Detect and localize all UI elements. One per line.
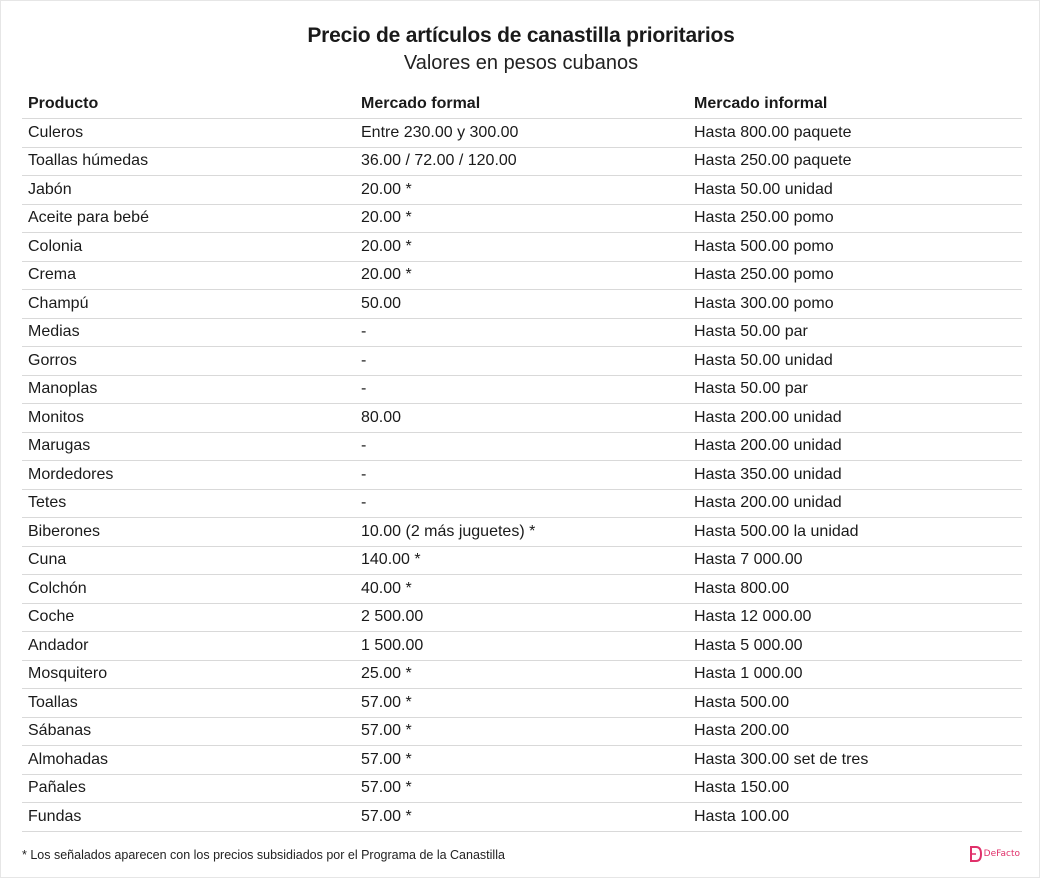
- cell-mercado-informal: Hasta 50.00 unidad: [688, 176, 1022, 205]
- cell-mercado-informal: Hasta 300.00 set de tres: [688, 746, 1022, 775]
- cell-mercado-formal: 57.00 *: [355, 689, 688, 718]
- cell-producto: Champú: [22, 290, 355, 319]
- cell-mercado-formal: 2 500.00: [355, 603, 688, 632]
- table-row: [22, 774, 1022, 803]
- table-row: [22, 746, 1022, 775]
- cell-producto: Biberones: [22, 518, 355, 547]
- cell-mercado-formal: Entre 230.00 y 300.00: [355, 119, 688, 148]
- cell-producto: Manoplas: [22, 375, 355, 404]
- cell-mercado-informal: Hasta 300.00 pomo: [688, 290, 1022, 319]
- table-row: [22, 176, 1022, 205]
- chart-subtitle: Valores en pesos cubanos: [403, 52, 639, 74]
- cell-mercado-formal: 57.00 *: [355, 746, 688, 775]
- table-row: [22, 575, 1022, 604]
- cell-mercado-formal: -: [355, 347, 688, 376]
- cell-producto: Monitos: [22, 404, 355, 433]
- cell-producto: Sábanas: [22, 717, 355, 746]
- table-header-row: [22, 90, 1022, 119]
- defacto-logo: [970, 846, 1020, 862]
- table-row: [22, 546, 1022, 575]
- table-row: [22, 233, 1022, 262]
- table-row: [22, 632, 1022, 661]
- cell-producto: Jabón: [22, 176, 355, 205]
- cell-mercado-formal: -: [355, 375, 688, 404]
- cell-mercado-formal: -: [355, 461, 688, 490]
- cell-mercado-informal: Hasta 800.00 paquete: [688, 119, 1022, 148]
- table-body: [22, 119, 1022, 832]
- cell-producto: Marugas: [22, 432, 355, 461]
- cell-mercado-formal: -: [355, 318, 688, 347]
- cell-producto: Mordedores: [22, 461, 355, 490]
- cell-mercado-informal: Hasta 150.00: [688, 774, 1022, 803]
- defacto-logo-text: DeFacto: [983, 849, 1020, 859]
- cell-mercado-formal: -: [355, 489, 688, 518]
- cell-mercado-formal: 20.00 *: [355, 204, 688, 233]
- column-header-producto: Producto: [22, 90, 355, 119]
- cell-mercado-formal: -: [355, 432, 688, 461]
- cell-mercado-informal: Hasta 350.00 unidad: [688, 461, 1022, 490]
- cell-mercado-formal: 50.00: [355, 290, 688, 319]
- cell-mercado-informal: Hasta 50.00 par: [688, 318, 1022, 347]
- table-row: [22, 603, 1022, 632]
- cell-mercado-formal: 20.00 *: [355, 261, 688, 290]
- cell-mercado-informal: Hasta 100.00: [688, 803, 1022, 832]
- price-table: [22, 90, 1022, 832]
- cell-mercado-informal: Hasta 500.00: [688, 689, 1022, 718]
- cell-mercado-informal: Hasta 250.00 paquete: [688, 147, 1022, 176]
- cell-producto: Cuna: [22, 546, 355, 575]
- cell-producto: Colonia: [22, 233, 355, 262]
- cell-mercado-informal: Hasta 50.00 par: [688, 375, 1022, 404]
- cell-producto: Tetes: [22, 489, 355, 518]
- cell-mercado-formal: 36.00 / 72.00 / 120.00: [355, 147, 688, 176]
- cell-mercado-informal: Hasta 250.00 pomo: [688, 204, 1022, 233]
- table-row: [22, 461, 1022, 490]
- cell-producto: Almohadas: [22, 746, 355, 775]
- cell-mercado-formal: 20.00 *: [355, 176, 688, 205]
- cell-producto: Medias: [22, 318, 355, 347]
- cell-mercado-formal: 25.00 *: [355, 660, 688, 689]
- footnote: * Los señalados aparecen con los precios subsidiados por el Programa de la Canastilla: [22, 848, 505, 862]
- cell-producto: Andador: [22, 632, 355, 661]
- table-row: [22, 261, 1022, 290]
- cell-producto: Aceite para bebé: [22, 204, 355, 233]
- table-row: [22, 518, 1022, 547]
- table-row: [22, 803, 1022, 832]
- cell-producto: Gorros: [22, 347, 355, 376]
- cell-mercado-informal: Hasta 500.00 la unidad: [688, 518, 1022, 547]
- column-header-mercado-formal: Mercado formal: [355, 90, 688, 119]
- cell-mercado-formal: 140.00 *: [355, 546, 688, 575]
- cell-mercado-informal: Hasta 12 000.00: [688, 603, 1022, 632]
- table-row: [22, 119, 1022, 148]
- cell-producto: Pañales: [22, 774, 355, 803]
- cell-mercado-formal: 57.00 *: [355, 717, 688, 746]
- cell-mercado-informal: Hasta 1 000.00: [688, 660, 1022, 689]
- table-row: [22, 347, 1022, 376]
- table-row: [22, 432, 1022, 461]
- table-row: [22, 660, 1022, 689]
- cell-mercado-informal: Hasta 500.00 pomo: [688, 233, 1022, 262]
- cell-producto: Crema: [22, 261, 355, 290]
- table-row: [22, 204, 1022, 233]
- table-row: [22, 147, 1022, 176]
- cell-mercado-formal: 10.00 (2 más juguetes) *: [355, 518, 688, 547]
- cell-producto: Mosquitero: [22, 660, 355, 689]
- cell-mercado-formal: 80.00: [355, 404, 688, 433]
- table-row: [22, 689, 1022, 718]
- cell-mercado-formal: 1 500.00: [355, 632, 688, 661]
- cell-mercado-informal: Hasta 7 000.00: [688, 546, 1022, 575]
- table-row: [22, 489, 1022, 518]
- table-row: [22, 318, 1022, 347]
- table-row: [22, 717, 1022, 746]
- cell-mercado-informal: Hasta 5 000.00: [688, 632, 1022, 661]
- cell-mercado-informal: Hasta 200.00 unidad: [688, 489, 1022, 518]
- cell-producto: Coche: [22, 603, 355, 632]
- cell-mercado-informal: Hasta 50.00 unidad: [688, 347, 1022, 376]
- cell-producto: Toallas: [22, 689, 355, 718]
- cell-mercado-informal: Hasta 800.00: [688, 575, 1022, 604]
- defacto-logo-icon: [970, 846, 982, 862]
- cell-mercado-informal: Hasta 200.00 unidad: [688, 404, 1022, 433]
- cell-mercado-informal: Hasta 200.00: [688, 717, 1022, 746]
- table-row: [22, 290, 1022, 319]
- cell-producto: Toallas húmedas: [22, 147, 355, 176]
- cell-mercado-informal: Hasta 200.00 unidad: [688, 432, 1022, 461]
- cell-mercado-formal: 40.00 *: [355, 575, 688, 604]
- cell-producto: Culeros: [22, 119, 355, 148]
- cell-producto: Fundas: [22, 803, 355, 832]
- table-row: [22, 404, 1022, 433]
- table-row: [22, 375, 1022, 404]
- cell-mercado-formal: 57.00 *: [355, 774, 688, 803]
- cell-mercado-formal: 20.00 *: [355, 233, 688, 262]
- column-header-mercado-informal: Mercado informal: [688, 90, 1022, 119]
- chart-title: Precio de artículos de canastilla prioritarios: [307, 24, 735, 47]
- cell-mercado-informal: Hasta 250.00 pomo: [688, 261, 1022, 290]
- cell-producto: Colchón: [22, 575, 355, 604]
- cell-mercado-formal: 57.00 *: [355, 803, 688, 832]
